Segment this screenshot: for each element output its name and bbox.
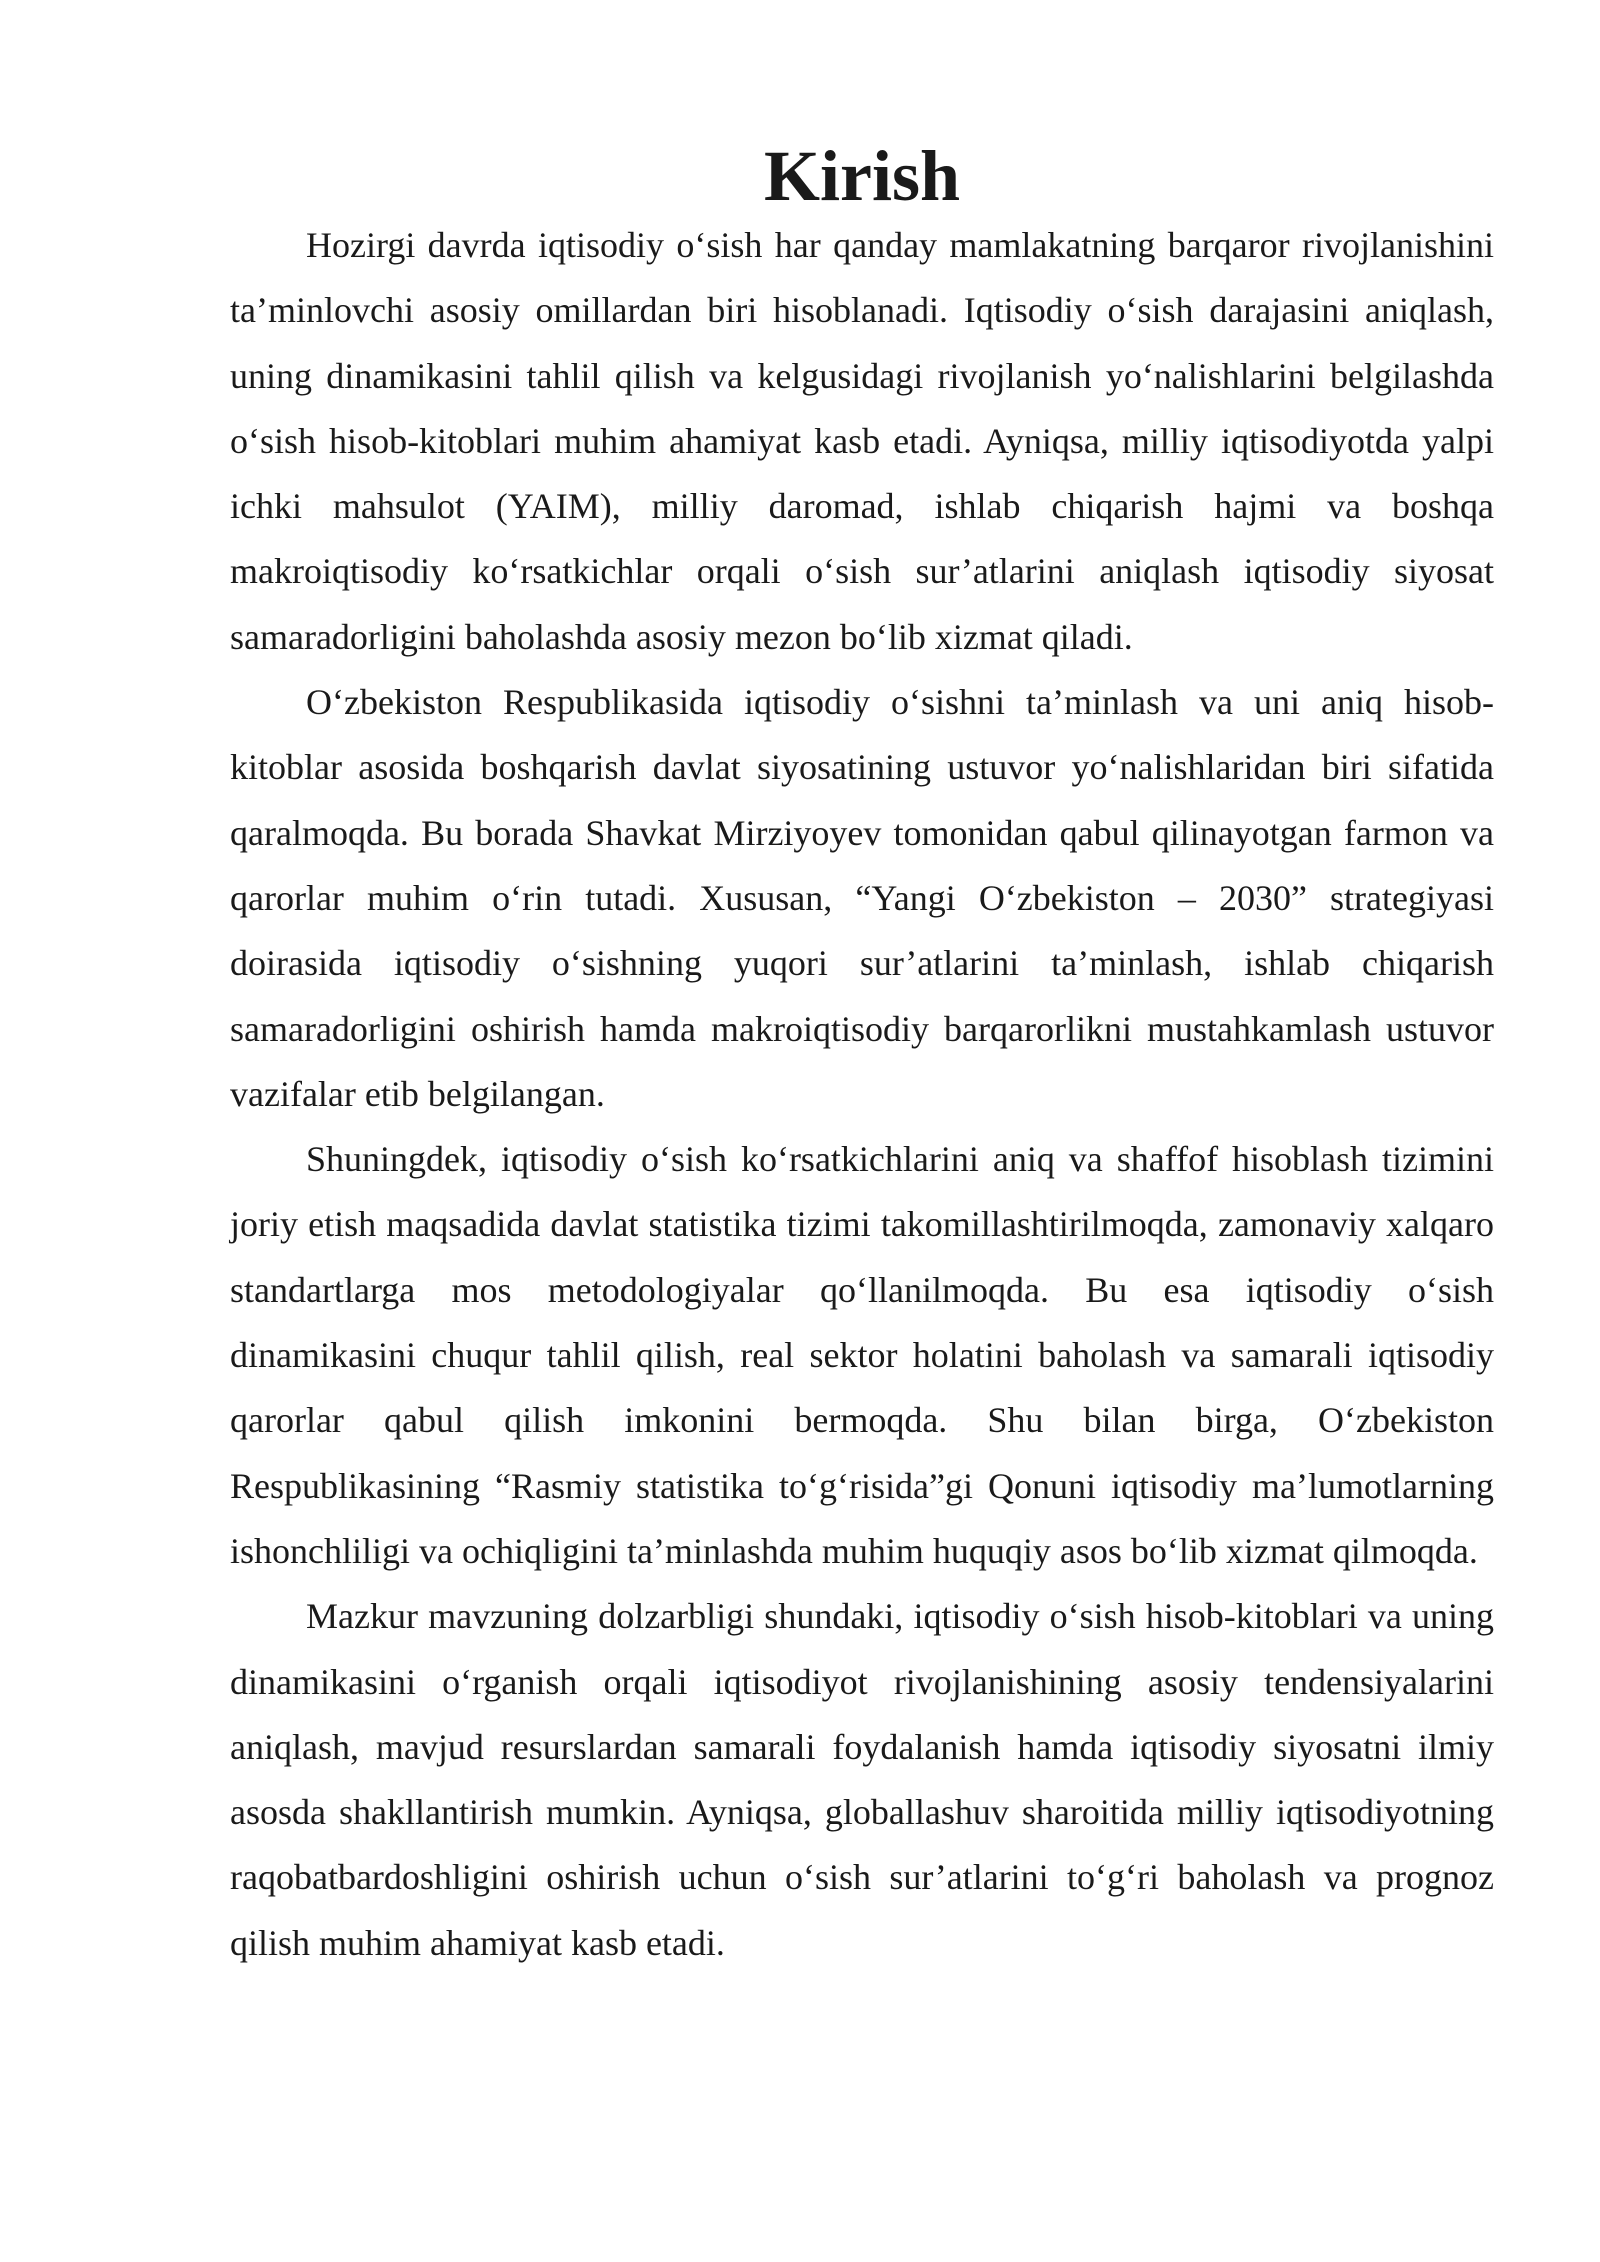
paragraph-2: O‘zbekiston Respublikasida iqtisodiy o‘sishni ta’minlash va uni aniq hisob-kitoblar asosida boshqarish davlat siyosatining ustuvor yo‘nalishlaridan biri sifatida qaralmoqda. Bu borada Shavkat Mirziyoyev tomonidan qabul qilinayotgan farmon va qarorlar muhim o‘rin tutadi. Xususan, “Yangi O‘zbekiston – 2030” strategiyasi doirasida iqtisodiy o‘sishning yuqori sur’atlarini ta’minlash, ishlab chiqarish samaradorligini oshirish hamda makroiqtisodiy barqarorlikni mustahkamlash ustuvor vazifalar etib belgilangan. xyxy=(230,682,1494,1114)
section-title: Kirish xyxy=(763,136,961,216)
document-body xyxy=(230,136,1494,1976)
paragraph-3: Shuningdek, iqtisodiy o‘sish ko‘rsatkichlarini aniq va shaffof hisoblash tizimini joriy etish maqsadida davlat statistika tizimi takomillashtirilmoqda, zamonaviy xalqaro standartlarga mos metodologiyalar qo‘llanilmoqda. Bu esa iqtisodiy o‘sish dinamikasini chuqur tahlil qilish, real sektor holatini baholash va samarali iqtisodiy qarorlar qabul qilish imkonini bermoqda. Shu bilan birga, O‘zbekiston Respublikasining “Rasmiy statistika to‘g‘risida”gi Qonuni iqtisodiy ma’lumotlarning ishonchliligi va ochiqligini ta’minlashda muhim huquqiy asos bo‘lib xizmat qilmoqda. xyxy=(230,1139,1494,1571)
paragraph-1: Hozirgi davrda iqtisodiy o‘sish har qanday mamlakatning barqaror rivojlanishini ta’minlovchi asosiy omillardan biri hisoblanadi. Iqtisodiy o‘sish darajasini aniqlash, uning dinamikasini tahlil qilish va kelgusidagi rivojlanish yo‘nalishlarini belgilashda o‘sish hisob-kitoblari muhim ahamiyat kasb etadi. Ayniqsa, milliy iqtisodiyotda yalpi ichki mahsulot (YAIM), milliy daromad, ishlab chiqarish hajmi va boshqa makroiqtisodiy ko‘rsatkichlar orqali o‘sish sur’atlarini aniqlash iqtisodiy siyosat samaradorligini baholashda asosiy mezon bo‘lib xizmat qiladi. xyxy=(230,225,1494,657)
paragraph-4: Mazkur mavzuning dolzarbligi shundaki, iqtisodiy o‘sish hisob-kitoblari va uning dinamikasini o‘rganish orqali iqtisodiyot rivojlanishining asosiy tendensiyalarini aniqlash, mavjud resurslardan samarali foydalanish hamda iqtisodiy siyosatni ilmiy asosda shakllantirish mumkin. Ayniqsa, globallashuv sharoitida milliy iqtisodiyotning raqobatbardoshligini oshirish uchun o‘sish sur’atlarini to‘g‘ri baholash va prognoz qilish muhim ahamiyat kasb etadi. xyxy=(230,1596,1494,1963)
